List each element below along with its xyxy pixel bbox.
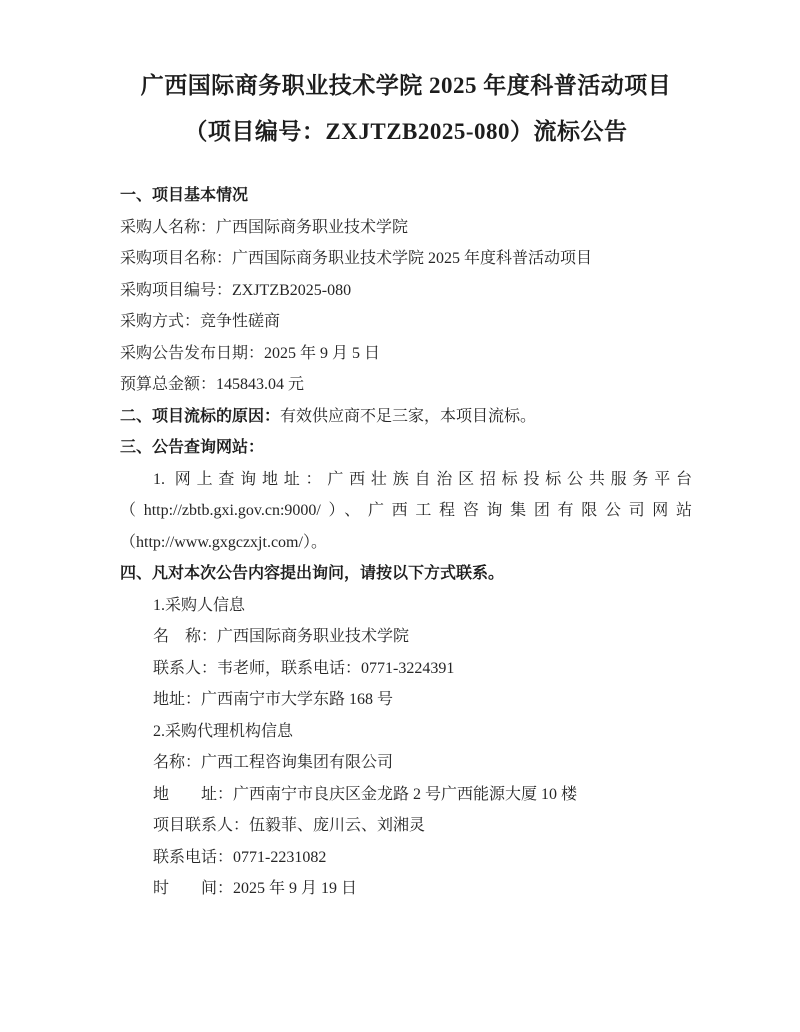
query-address-line-3: （http://www.gxgczxjt.com/）。 — [120, 533, 327, 551]
title-line-2: （项目编号：ZXJTZB2025-080）流标公告 — [184, 119, 628, 144]
agency-info-title: 2.采购代理机构信息 — [153, 722, 294, 740]
section-2-heading — [120, 401, 692, 433]
purchaser-name-line: 采购人名称：广西国际商务职业技术学院 — [120, 218, 409, 236]
title-line-1: 广西国际商务职业技术学院 2025 年度科普活动项目 — [140, 73, 672, 98]
document-title — [120, 63, 692, 155]
project-name-line: 采购项目名称：广西国际商务职业技术学院 2025 年度科普活动项目 — [120, 250, 593, 267]
section-1-heading: 一、项目基本情况 — [120, 187, 249, 204]
document-page — [0, 63, 800, 1032]
query-address-line-1: 1. 网上查询地址：广西壮族自治区招标投标公共服务平台 — [153, 470, 692, 488]
query-address-line-2: （http://zbtb.gxi.gov.cn:9000/）、广西工程咨询集团有限公司网站 — [120, 502, 692, 519]
agency-name-line: 名称：广西工程咨询集团有限公司 — [153, 754, 394, 771]
agency-phone-line: 联系电话：0771-2231082 — [153, 848, 327, 866]
section-4-heading: 四、凡对本次公告内容提出询问，请按以下方式联系。 — [120, 565, 505, 582]
section-3-heading: 三、公告查询网站： — [120, 439, 265, 456]
project-number-line: 采购项目编号：ZXJTZB2025-080 — [120, 281, 352, 299]
procurement-method-line: 采购方式：竞争性磋商 — [120, 313, 281, 330]
announce-date-line: 采购公告发布日期：2025 年 9 月 5 日 — [120, 344, 381, 362]
purchaser-contact-line: 联系人：韦老师，联系电话：0771-3224391 — [153, 659, 455, 677]
budget-line: 预算总金额：145843.04 元 — [120, 376, 305, 393]
section-2-heading-label: 二、项目流标的原因： — [120, 407, 281, 425]
agency-time-line: 时 间：2025 年 9 月 19 日 — [153, 880, 358, 897]
section-2-reason-text: 有效供应商不足三家，本项目流标。 — [280, 407, 537, 425]
agency-address-line: 地 址：广西南宁市良庆区金龙路 2 号广西能源大厦 10 楼 — [153, 785, 578, 803]
document-body — [120, 180, 692, 905]
purchaser-info-title: 1.采购人信息 — [153, 596, 246, 614]
agency-contacts-line: 项目联系人：伍毅菲、庞川云、刘湘灵 — [153, 817, 426, 834]
purchaser-info-name-line: 名 称：广西国际商务职业技术学院 — [153, 628, 410, 645]
purchaser-address-line: 地址：广西南宁市大学东路 168 号 — [153, 691, 394, 708]
